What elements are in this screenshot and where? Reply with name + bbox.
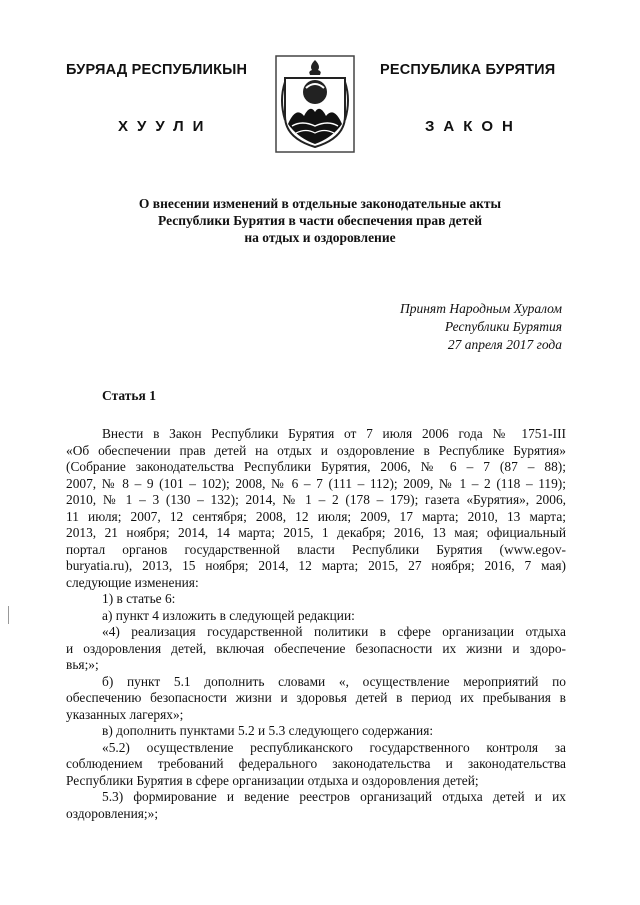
header-right-top: РЕСПУБЛИКА БУРЯТИЯ: [380, 62, 556, 78]
adoption-line: Принят Народным Хуралом: [399, 301, 562, 316]
coat-of-arms-icon: [272, 54, 358, 154]
body-line: б) пункт 5.1 дополнить словами «, осуществление мероприятий по: [102, 673, 566, 689]
body-line: указанных лагерях»;: [66, 706, 184, 722]
header-right-bottom: ЗАКОН: [425, 118, 522, 135]
body-line: а) пункт 4 изложить в следующей редакции:: [102, 607, 355, 623]
body-line: портал органов государственной власти Республики Бурятия (www.egov-: [66, 541, 566, 557]
body-line: «5.2) осуществление республиканского государственного контроля за: [102, 739, 566, 755]
title-line: О внесении изменений в отдельные законодательные акты: [138, 196, 502, 211]
body-line: следующие изменения:: [66, 574, 199, 590]
body-line: Республики Бурятия в сфере организации отдыха и оздоровления детей;: [66, 772, 479, 788]
body-line: оздоровления;»;: [66, 805, 159, 821]
article-body: [66, 426, 566, 822]
article-heading: Статья 1: [102, 388, 156, 403]
body-line: buryatia.ru), 2013, 15 ноября; 2014, 12 марта; 2015, 27 ноября; 2016, 7 мая): [66, 558, 566, 573]
body-line: «4) реализация государственной политики в сфере организации отдыха: [102, 624, 566, 639]
body-line: 11 июля; 2007, 12 сентября; 2008, 12 июля; 2009, 17 марта; 2010, 13 марта;: [66, 508, 566, 524]
body-line: 2013, 21 ноября; 2014, 14 марта; 2015, 1 декабря; 2016, 13 мая; официальный: [66, 525, 566, 540]
body-line: 2010, № 1 – 3 (130 – 132); 2014, № 1 – 2 (178 – 179); газета «Бурятия», 2006,: [66, 492, 566, 507]
body-line: в) дополнить пунктами 5.2 и 5.3 следующего содержания:: [102, 723, 434, 738]
adoption-date: 27 апреля 2017 года: [447, 337, 562, 352]
header-left-top: БУРЯАД РЕСПУБЛИКЫН: [66, 62, 248, 78]
body-line: обеспечению безопасности жизни и здоровья детей в период их пребывания в: [66, 690, 566, 705]
body-line: вья;»;: [66, 657, 99, 672]
title-line: Республики Бурятия в части обеспечения прав детей: [158, 213, 482, 228]
body-line: и оздоровления детей, включая обеспечение безопасности их жизни и здоро-: [66, 640, 566, 656]
adoption-note: [400, 300, 562, 354]
body-line: 5.3) формирование и ведение реестров организаций отдыха детей и их: [102, 789, 566, 804]
title-line: на отдых и оздоровление: [244, 230, 396, 245]
document-title: [90, 195, 550, 246]
body-line: (Собрание законодательства Республики Бурятия, 2006, № 6 – 7 (87 – 88);: [66, 459, 566, 474]
margin-mark: [8, 606, 9, 624]
adoption-line: Республики Бурятия: [444, 319, 562, 334]
body-line: «Об обеспечении прав детей на отдых и оздоровление в Республике Бурятия»: [66, 442, 566, 458]
body-line: 1) в статье 6:: [102, 591, 176, 606]
header-left-bottom: ХУУЛИ: [118, 118, 213, 135]
body-line: соблюдением требований федерального законодательства и законодательства: [66, 756, 566, 771]
body-line: Внести в Закон Республики Бурятия от 7 июля 2006 года № 1751-III: [102, 426, 566, 441]
body-line: 2007, № 8 – 9 (101 – 102); 2008, № 6 – 7 (111 – 112); 2009, № 1 – 2 (118 – 119);: [66, 475, 566, 491]
